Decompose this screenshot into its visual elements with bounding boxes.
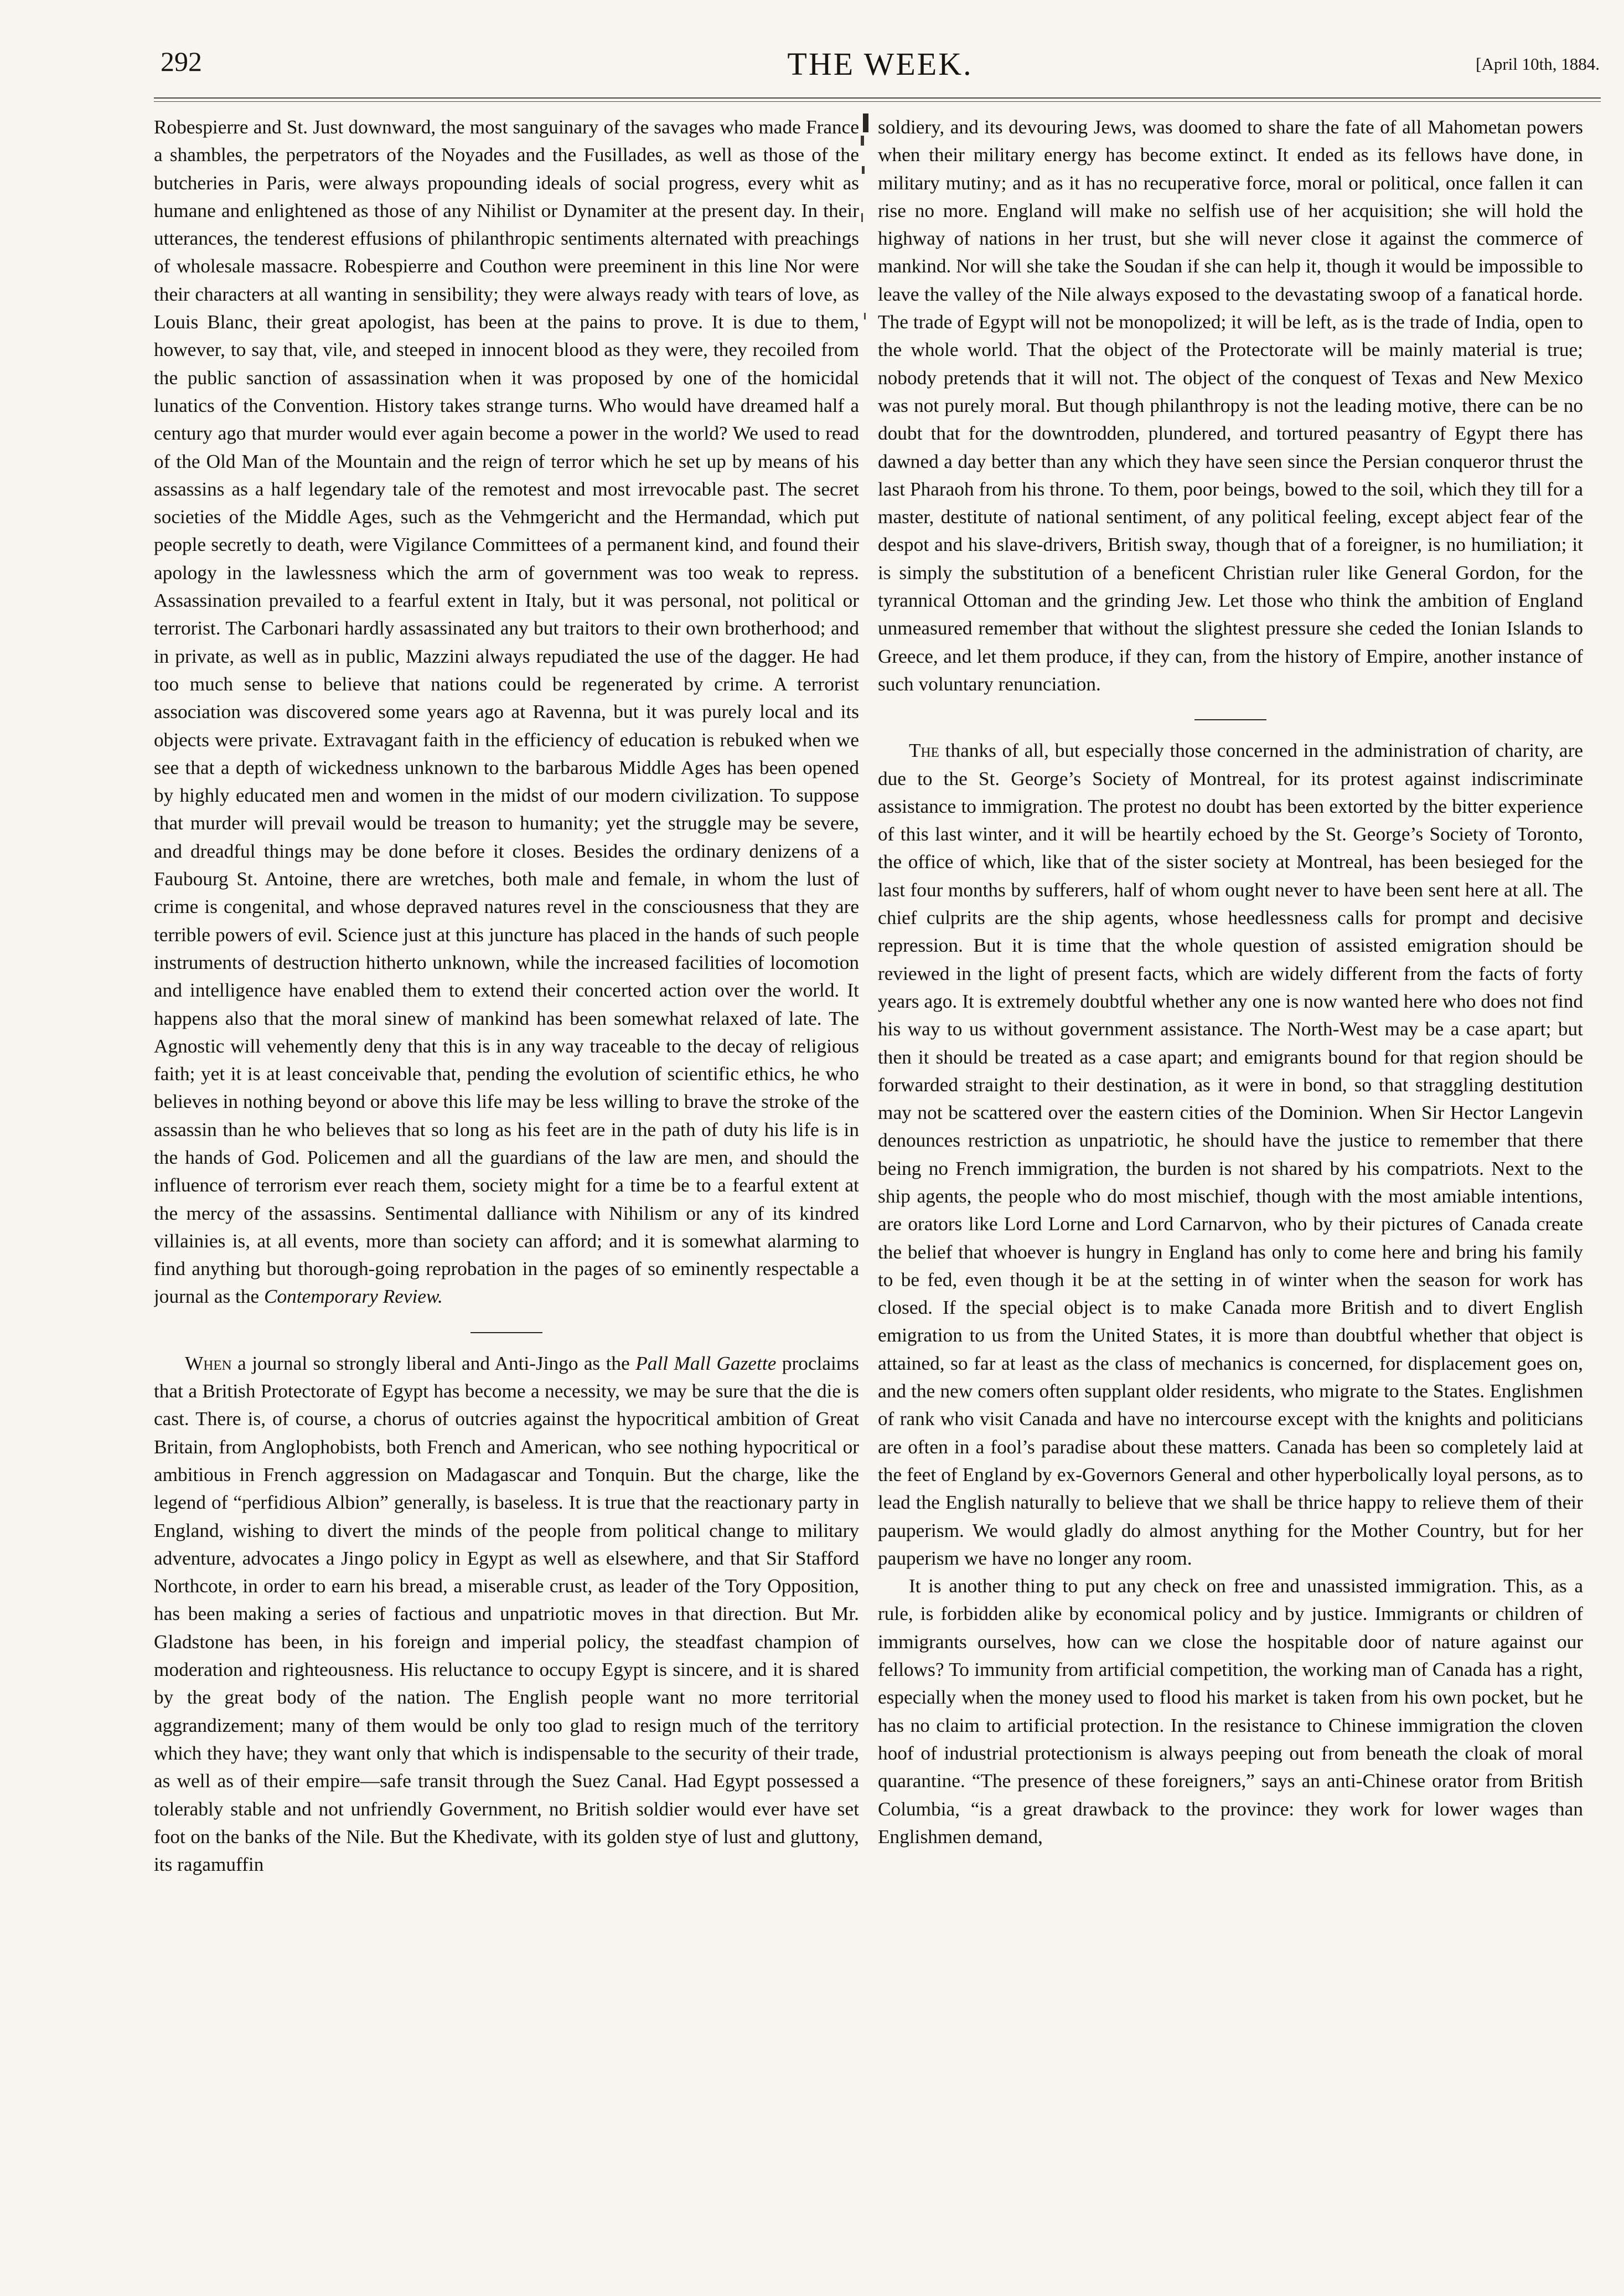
article-robespierre-text: Robespierre and St. Just downward, the most sanguinary of the savages who made France a shambles, the perpetrators of the Noyades and the Fusillades, as well as those of the butcheries in Paris, were always propounding ideals of social progress, every whit as humane and enlightened as those of any Nihilist or Dynamiter at the present day. In their utterances, the tenderest effusions of philanthropic sentiments alternated with preachings of wholesale massacre. Robespierre and Couthon were preeminent in this line Nor were their characters at all wanting in sensibility; they were always ready with tears of love, as Louis Blanc, their great apologist, has been at the pains to prove. It is due to them, however, to say that, vile, and steeped in innocent blood as they were, they recoiled from the public sanction of assassination when it was proposed by one of the homicidal lunatics of the Convention. History takes strange turns. Who would have dreamed half a century ago that murder would ever again become a power in the world? We used to read of the Old Man of the Mountain and the reign of terror which he set up by means of his assassins as a half legendary tale of the remotest and most irrevocable past. The secret societies of the Middle Ages, such as the Vehmgericht and the Hermandad, which put people secretly to death, were Vigilance Committees of a permanent kind, and found their apology in the lawlessness which the arm of government was too weak to repress. Assassination prevailed to a fearful extent in Italy, but it was personal, not political or terrorist. The Carbonari hardly assassinated any but traitors to their own brotherhood; and in private, as well as in public, Mazzini always repudiated the use of the dagger. He had too much sense to believe that nations could be regenerated by crime. A terrorist association was discovered some years ago at Ravenna, but it was purely local and its objects were private. Extravagant faith in the efficiency of education is rebuked when we see that a depth of wickedness unknown to the barbarous Middle Ages has been opened by highly educated men and women in the midst of our modern civilization. To suppose that murder will prevail would be treason to humanity; yet the struggle may be severe, and dreadful things may be done before it closes. Besides the ordinary denizens of a Faubourg St. Antoine, there are wretches, both male and female, in whom the lust of crime is congenital, and whose depraved natures revel in the consciousness that they are terrible powers of evil. Science just at this juncture has placed in the hands of such people instruments of destruction hitherto unknown, while the increased facilities of locomotion and intelligence have enabled them to extend their concerted action over the world. It happens also that the moral sinew of mankind has been somewhat relaxed of late. The Agnostic will vehemently deny that this is in any way traceable to the decay of religious faith; yet it is at least conceivable that, pending the evolution of scientific ethics, he who believes in nothing beyond or above this life may be less willing to brave the stroke of the assassin than he who believes that so long as his feet are in the path of duty his life is in the hands of God. Policemen and all the guardians of the law are men, and should the influence of terrorism ever reach them, society might for a time be to a fearful extent at the mercy of the assassins. Sentimental dalliance with Nihilism or any of its kindred villainies is, at all events, more than society can afford; and it is somewhat alarming to find anything but thorough-going reprobation in the pages of so eminently respectable a journal as the [154,116,859,1308]
article-robespierre-paragraph [154,113,859,1311]
right-column [878,113,1583,2273]
article-egypt-continued-paragraph: soldiery, and its devouring Jews, was doomed to share the fate of all Mahometan powers when their military energy has become extinct. It ended as its fellows have done, in military mutiny; and as it has no recuperative force, moral or political, once fallen it can rise no more. England will make no selfish use of her acquisition; she will hold the highway of nations in her trust, but she will never close it against the commerce of mankind. Nor will she take the Soudan if she can help it, though it would be impossible to leave the valley of the Nile always exposed to the devastating swoop of a fanatical horde. The trade of Egypt will not be monopolized; it will be left, as is the trade of India, open to the whole world. That the object of the Protectorate will be mainly material is true; nobody pretends that it will not. The object of the conquest of Texas and New Mexico was not purely moral. But though philanthropy is not the leading motive, there can be no doubt that for the downtrodden, plundered, and tortured peasantry of Egypt there has dawned a day better than any which they have seen since the Persian conqueror thrust the last Pharaoh from his throne. To them, poor beings, bowed to the soil, which they till for a master, destitute of national sentiment, of any political feeling, except abject fear of the despot and his slave-drivers, British sway, though that of a foreigner, is no humiliation; it is simply the substitution of a beneficent Christian ruler like General Gordon, for the tyrannical Ottoman and the grinding Jew. Let those who think the ambition of England unmeasured remember that without the slightest pressure she ceded the Ionian Islands to Greece, and let them produce, if they can, from the history of Empire, another instance of such voluntary renunciation. [878,116,1583,695]
header-rule-bottom [154,101,1601,102]
article-free-immigration-paragraph: It is another thing to put any check on free and unassisted immigration. This, as a rule, is forbidden alike by economical policy and by justice. Immigrants or children of immigrants ourselves, how can we close the hospitable door of nature against our fellows? To immunity from artificial competition, the working man of Canada has a right, especially when the money used to flood his market is taken from his own pocket, but he has no claim to artificial protection. In the resistance to Chinese immigration the cloven hoof of industrial protectionism is always peeping out from beneath the cloak of moral quarantine. “The presence of these foreigners,” says an anti-Chinese orator from British Columbia, “is a great drawback to the province: they work for lower wages than Englishmen demand, [878,1575,1583,1848]
article-immigration-paragraph [878,737,1583,1572]
lead-word-when: When [185,1352,232,1374]
issue-date: [April 10th, 1884. [1476,54,1600,74]
lead-word-the: The [909,740,939,762]
article-egypt-text-a: a journal so strongly liberal and Anti-Jingo as the [231,1352,636,1374]
article-egypt-text-b: proclaims that a British Protectorate of Egypt has become a necessity, we may be sure that the die is cast. There is, of course, a chorus of outcries against the hypocritical ambition of Great Britain, from Anglophobists, both French and American, who see nothing hypocritical or ambitious in French aggression on Madagascar and Tonquin. But the charge, like the legend of “perfidious Albion” generally, is baseless. It is true that the reactionary party in England, wishing to divert the minds of the people from political change to military adventure, advocates a Jingo policy in Egypt as well as elsewhere, and that Sir Stafford Northcote, in order to earn his bread, a miserable crust, as leader of the Tory Opposition, has been making a series of factious and unpatriotic moves in that direction. But Mr. Gladstone has been, in his foreign and imperial policy, the steadfast champion of moderation and righteousness. His reluctance to occupy Egypt is sincere, and it is shared by the great body of the nation. The English people want no more territorial aggrandizement; many of them would be only too glad to resign much of the territory which they have; they want only that which is indispensable to the security of their trade, as well as of their empire—safe transit through the Suez Canal. Had Egypt possessed a tolerably stable and not unfriendly Government, no British soldier would ever have set foot on the banks of the Nile. But the Khedivate, with its golden stye of lust and gluttony, its ragamuffin [154,1352,859,1876]
article-immigration-text: thanks of all, but especially those concerned in the administration of charity, are due to the St. George’s Society of Montreal, for its protest against indiscriminate assistance to immigration. The protest no doubt has been extorted by the bitter experience of this last winter, and it will be heartily echoed by the St. George’s Society of Toronto, the office of which, like that of the sister society at Montreal, has been besieged for the last four months by sufferers, half of whom ought never to have been sent here at all. The chief culprits are the ship agents, whose heedlessness calls for prompt and decisive repression. But it is time that the whole question of assisted emigration should be reviewed in the light of present facts, which are widely different from the facts of forty years ago. It is extremely doubtful whether any one is now wanted here who does not find his way to us without government assistance. The North-West may be a case apart; but then it should be treated as a case apart; and emigrants bound for that region should be forwarded straight to their destination, as it were in bond, so that straggling destitution may not be scattered over the eastern cities of the Dominion. When Sir Hector Langevin denounces restriction as unpatriotic, he should have the justice to remember that there being no French immigration, the burden is not shared by his compatriots. Next to the ship agents, the people who do most mischief, though with the most amiable intentions, are orators like Lord Lorne and Lord Carnarvon, who by their pictures of Canada create the belief that whoever is hungry in England has only to come here and bring his family to be fed, even though it be at the setting in of winter when the season for work has closed. If the special object is to make Canada more British and to divert English emigration to us from the United States, it is more than doubtful whether that object is attained, so far at least as the class of mechanics is concerned, for displacement goes on, and the new comers often supplant older residents, who migrate to the States. Englishmen of rank who visit Canada and have no intercourse except with the knights and politicians are often in a fool’s paradise about these matters. Canada has been so completely laid at the feet of England by ex-Governors General and other hyperbolically loyal persons, as to lead the English naturally to believe that we shall be thrice happy to relieve them of their pauperism. We would gladly do almost anything for the Mother Country, but for her pauperism we have no longer any room. [878,740,1583,1569]
page-header [161,45,1600,93]
section-divider [470,1332,542,1333]
left-column [154,113,859,2273]
journal-name-pall-mall-gazette: Pall Mall Gazette [635,1352,777,1374]
page-number: 292 [161,46,202,77]
journal-name-contemporary-review: Contemporary Review. [263,1286,443,1308]
header-rule-top [154,97,1601,99]
article-egypt-paragraph [154,1350,859,1879]
journal-title: THE WEEK. [787,46,973,82]
section-divider [1194,719,1266,720]
